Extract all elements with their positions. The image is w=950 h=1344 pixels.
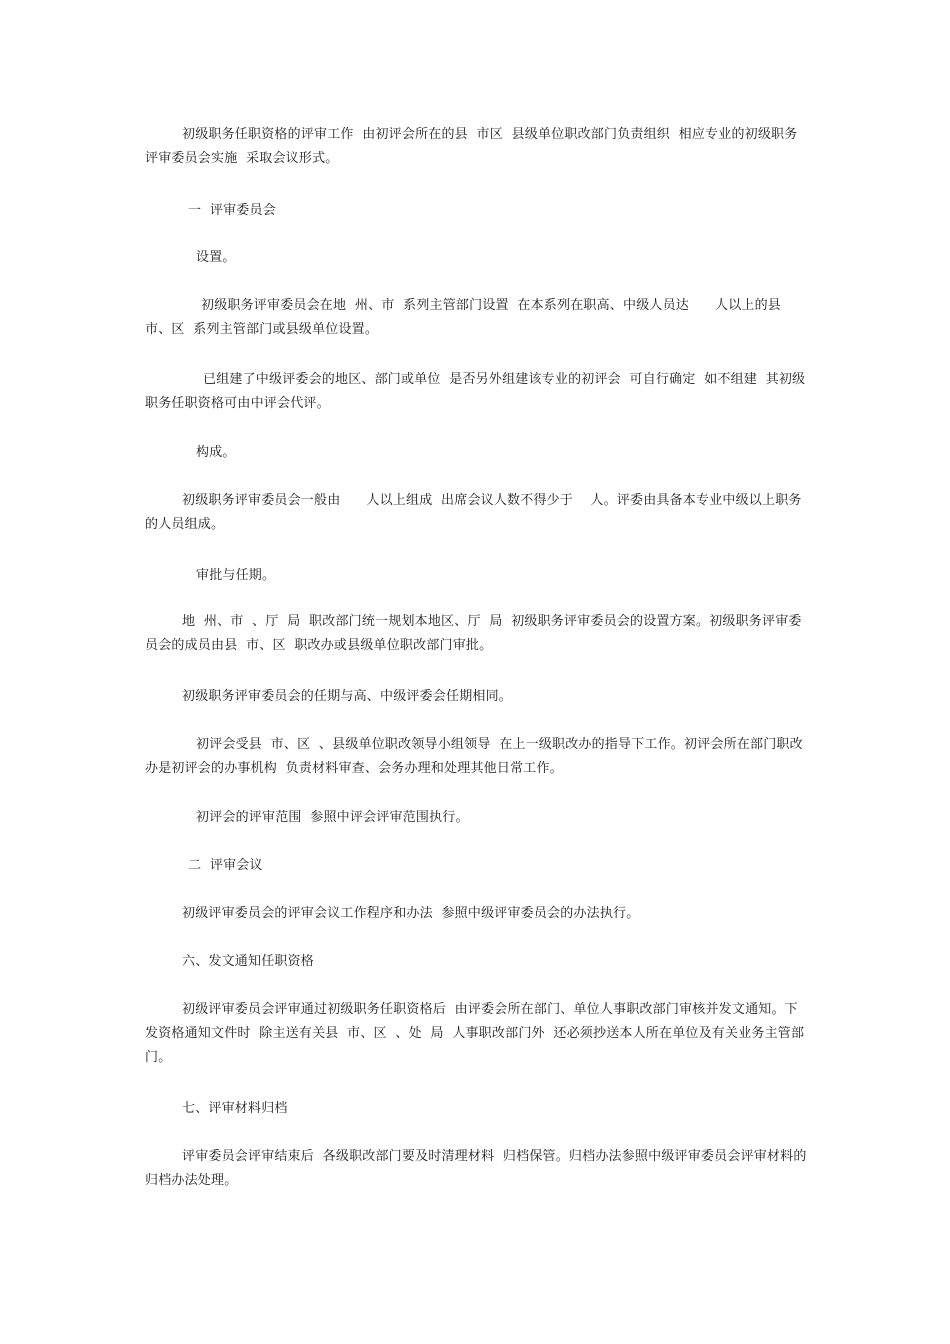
section-heading: 七、评审材料归档 xyxy=(182,1101,288,1116)
paragraph: 评审委员会评审结束后 各级职改部门要及时清理材料 归档保管。归档办法参照中级评审委员会评审材料的归档办法处理。 xyxy=(145,1149,807,1188)
paragraph: 初级职务评审委员会的任期与高、中级评委会任期相同。 xyxy=(182,689,513,704)
paragraph: 初级职务任职资格的评审工作 由初评会所在的县 市区 县级单位职改部门负责组织 相应专业的初级职务评审委员会实施 采取会议形式。 xyxy=(145,127,798,166)
subsection-heading: 审批与任期。 xyxy=(196,568,276,583)
paragraph: 初级评审委员会的评审会议工作程序和办法 参照中级评审委员会的办法执行。 xyxy=(182,906,640,921)
paragraph: 已组建了中级评委会的地区、部门或单位 是否另外组建该专业的初评会 可自行确定 如不组建 其初级职务任职资格可由中评会代评。 xyxy=(145,372,806,411)
paragraph: 地 州、市 、厅 局 职改部门统一规划本地区、厅 局 初级职务评审委员会的设置方案。初级职务评审委员会的成员由县 市、区 职改办或县级单位职改部门审批。 xyxy=(145,614,802,653)
paragraph: 初级职务评审委员会在地 州、市 系列主管部门设置 在本系列在职高、中级人员达 人以上的县 市、区 系列主管部门或县级单位设置。 xyxy=(145,298,790,337)
paragraph: 初级职务评审委员会一般由 人以上组成 出席会议人数不得少于 人。评委由具备本专业中级以上职务的人员组成。 xyxy=(145,493,802,532)
section-heading: 一 评审委员会 xyxy=(188,203,276,218)
paragraph: 初评会受县 市、区 、县级单位职改领导小组领导 在上一级职改办的指导下工作。初评会所在部门职改办是初评会的办事机构 负责材料审查、会务办理和处理其他日常工作。 xyxy=(145,737,803,776)
subsection-heading: 构成。 xyxy=(196,445,236,460)
section-heading: 二 评审会议 xyxy=(188,858,263,873)
section-heading: 六、发文通知任职资格 xyxy=(182,954,315,969)
paragraph: 初评会的评审范围 参照中评会评审范围执行。 xyxy=(196,810,469,825)
paragraph: 初级评审委员会评审通过初级职务任职资格后 由评委会所在部门、单位人事职改部门审核并发文通知。下发资格通知文件时 除主送有关县 市、区 、处 局 人事职改部门外 还必须抄送本人所在单位及有关业务主管部门。 xyxy=(145,1002,805,1065)
subsection-heading: 设置。 xyxy=(196,250,236,265)
